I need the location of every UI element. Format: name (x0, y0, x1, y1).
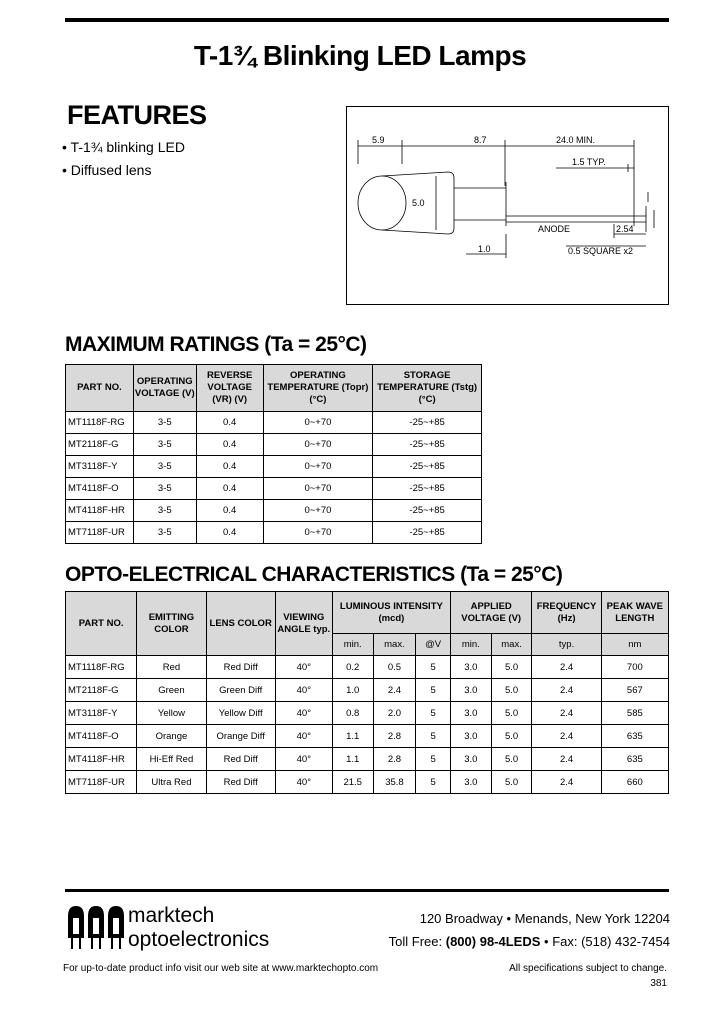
col-header: PEAK WAVE LENGTH (601, 592, 668, 634)
cell: 567 (601, 679, 668, 702)
cell: 3-5 (133, 412, 196, 434)
cell: 5.0 (491, 725, 532, 748)
cell: 5 (416, 771, 451, 794)
sub-header: min. (332, 634, 373, 656)
table-row (66, 771, 669, 794)
dim-label: 1.5 TYP. (572, 157, 606, 167)
cell: MT7118F-UR (66, 771, 137, 794)
cell: 2.4 (532, 725, 601, 748)
brand-line: marktech (128, 904, 215, 927)
table-row (66, 500, 482, 522)
cell: -25~+85 (373, 478, 482, 500)
cell: Orange Diff (206, 725, 275, 748)
cell: Yellow Diff (206, 702, 275, 725)
col-header: LUMINOUS INTENSITY (mcd) (332, 592, 450, 634)
cell: 5 (416, 679, 451, 702)
cell: 0~+70 (263, 522, 373, 544)
features-heading: FEATURES (67, 100, 207, 130)
sub-header: typ. (532, 634, 601, 656)
cell: 2.4 (532, 656, 601, 679)
cell: 40° (275, 748, 332, 771)
address: 120 Broadway • Menands, New York 12204 (419, 911, 670, 926)
sub-header: max. (373, 634, 416, 656)
cell: Hi-Eff Red (137, 748, 206, 771)
cell: 2.4 (532, 748, 601, 771)
cell: 3-5 (133, 500, 196, 522)
cell: 2.4 (532, 771, 601, 794)
table-row (66, 679, 669, 702)
col-header: PART NO. (66, 592, 137, 656)
cell: -25~+85 (373, 456, 482, 478)
cell: 0.4 (196, 500, 263, 522)
toll-label: Toll Free: (388, 934, 443, 949)
cell: MT4118F-HR (66, 748, 137, 771)
cell: 3-5 (133, 478, 196, 500)
cell: MT4118F-O (66, 725, 137, 748)
cell: 3.0 (450, 656, 491, 679)
table-row (66, 656, 669, 679)
spec-note: All specifications subject to change. (509, 963, 667, 974)
cell: 40° (275, 679, 332, 702)
cell: 3.0 (450, 748, 491, 771)
cell: 40° (275, 771, 332, 794)
dim-label: 5.9 (372, 135, 385, 145)
col-header: STORAGE TEMPERATURE (Tstg) (°C) (373, 365, 482, 412)
table-row (66, 456, 482, 478)
cell: MT3118F-Y (66, 456, 134, 478)
cell: Red Diff (206, 771, 275, 794)
sub-header: nm (601, 634, 668, 656)
cell: 0~+70 (263, 478, 373, 500)
dim-label: 24.0 MIN. (556, 135, 596, 145)
cell: 2.4 (532, 702, 601, 725)
col-header: OPERATING TEMPERATURE (Topr) (°C) (263, 365, 373, 412)
dim-label: 5.0 (412, 198, 425, 208)
opto-table (65, 591, 669, 794)
table-row (66, 748, 669, 771)
cell: 5 (416, 656, 451, 679)
cell: 635 (601, 748, 668, 771)
led-logo-icon (66, 904, 126, 950)
cell: MT4118F-HR (66, 500, 134, 522)
web-note: For up-to-date product info visit our web site at www.marktechopto.com (63, 963, 379, 974)
col-header: OPERATING VOLTAGE (V) (133, 365, 196, 412)
cell: 40° (275, 725, 332, 748)
col-header: LENS COLOR (206, 592, 275, 656)
sub-header: max. (491, 634, 532, 656)
cell: 3.0 (450, 771, 491, 794)
cell: 0~+70 (263, 434, 373, 456)
max-ratings-table (65, 364, 482, 544)
cell: 5.0 (491, 748, 532, 771)
cell: 3-5 (133, 522, 196, 544)
col-header: PART NO. (66, 365, 134, 412)
cell: 0~+70 (263, 412, 373, 434)
dim-label: 0.5 SQUARE x2 (568, 246, 634, 256)
cell: 2.4 (373, 679, 416, 702)
cell: 5.0 (491, 771, 532, 794)
cell: MT4118F-O (66, 478, 134, 500)
brand-name (128, 904, 269, 952)
cell: 5 (416, 702, 451, 725)
cell: 0.8 (332, 702, 373, 725)
cell: Yellow (137, 702, 206, 725)
sub-header: min. (450, 634, 491, 656)
fax: • Fax: (518) 432-7454 (544, 934, 670, 949)
page-number: 381 (650, 978, 667, 989)
table-row (66, 478, 482, 500)
max-ratings-heading: MAXIMUM RATINGS (Ta = 25°C) (65, 333, 367, 356)
cell: 1.1 (332, 748, 373, 771)
cell: Red (137, 656, 206, 679)
cell: 3-5 (133, 434, 196, 456)
cell: MT3118F-Y (66, 702, 137, 725)
col-header: REVERSE VOLTAGE (VR) (V) (196, 365, 263, 412)
cell: 2.8 (373, 725, 416, 748)
cell: 2.4 (532, 679, 601, 702)
cell: 0.4 (196, 456, 263, 478)
cell: Orange (137, 725, 206, 748)
cell: 0.2 (332, 656, 373, 679)
cell: -25~+85 (373, 500, 482, 522)
cell: Red Diff (206, 748, 275, 771)
dim-label: 8.7 (474, 135, 487, 145)
cell: 0.5 (373, 656, 416, 679)
feature-item: • Diffused lens (62, 162, 152, 178)
cell: 3-5 (133, 456, 196, 478)
cell: MT1118F-RG (66, 656, 137, 679)
cell: 40° (275, 656, 332, 679)
cell: MT1118F-RG (66, 412, 134, 434)
table-row (66, 412, 482, 434)
cell: 0.4 (196, 412, 263, 434)
col-header: FREQUENCY (Hz) (532, 592, 601, 634)
cell: 5.0 (491, 656, 532, 679)
cell: Green Diff (206, 679, 275, 702)
table-row (66, 522, 482, 544)
table-row (66, 725, 669, 748)
cell: 3.0 (450, 725, 491, 748)
dim-label: 2.54 (616, 224, 634, 234)
cell: Ultra Red (137, 771, 206, 794)
cell: 1.1 (332, 725, 373, 748)
table-row (66, 434, 482, 456)
cell: 0~+70 (263, 456, 373, 478)
cell: MT2118F-G (66, 679, 137, 702)
toll-number: (800) 98-4LEDS (445, 934, 541, 949)
cell: 0.4 (196, 478, 263, 500)
cell: 0.4 (196, 434, 263, 456)
cell: -25~+85 (373, 412, 482, 434)
cell: 635 (601, 725, 668, 748)
contact-line (340, 934, 670, 949)
cell: 35.8 (373, 771, 416, 794)
cell: 5.0 (491, 679, 532, 702)
anode-label: ANODE (538, 224, 571, 234)
cell: 2.8 (373, 748, 416, 771)
table-row (66, 702, 669, 725)
cell: 3.0 (450, 702, 491, 725)
cell: 700 (601, 656, 668, 679)
cell: 0~+70 (263, 500, 373, 522)
col-header: APPLIED VOLTAGE (V) (450, 592, 531, 634)
cell: MT2118F-G (66, 434, 134, 456)
brand-line: optoelectronics (128, 928, 270, 951)
cell: Green (137, 679, 206, 702)
cell: Red Diff (206, 656, 275, 679)
cell: MT7118F-UR (66, 522, 134, 544)
feature-item: • T-1¾ blinking LED (62, 139, 185, 155)
sub-header: @V (416, 634, 451, 656)
dimension-drawing (346, 106, 669, 305)
cell: 0.4 (196, 522, 263, 544)
cell: 5.0 (491, 702, 532, 725)
page-title: T-1¾ Blinking LED Lamps (193, 40, 527, 71)
cell: -25~+85 (373, 434, 482, 456)
footer-rule (65, 889, 669, 892)
cell: -25~+85 (373, 522, 482, 544)
cell: 585 (601, 702, 668, 725)
opto-heading: OPTO-ELECTRICAL CHARACTERISTICS (Ta = 25°C) (65, 563, 563, 586)
cell: 21.5 (332, 771, 373, 794)
cell: 2.0 (373, 702, 416, 725)
cell: 3.0 (450, 679, 491, 702)
col-header: EMITTING COLOR (137, 592, 206, 656)
top-rule (65, 18, 669, 22)
cell: 1.0 (332, 679, 373, 702)
dim-label: 1.0 (478, 244, 491, 254)
cell: 5 (416, 725, 451, 748)
cell: 40° (275, 702, 332, 725)
col-header: VIEWING ANGLE typ. (275, 592, 332, 656)
cell: 660 (601, 771, 668, 794)
cell: 5 (416, 748, 451, 771)
